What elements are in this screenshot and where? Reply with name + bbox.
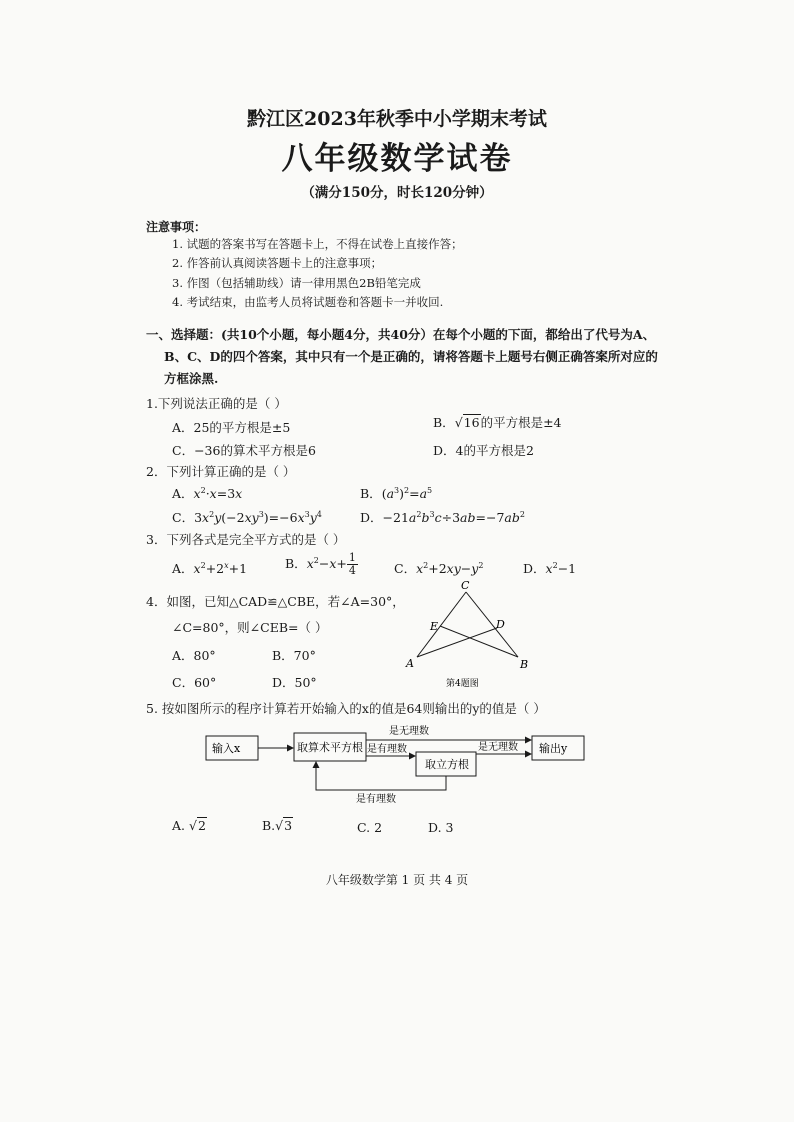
q1-option-b: B．√16的平方根是±4 [433,415,562,430]
q5-option-a: A. √2 [172,818,206,833]
flow-edge-irrational-right: 是无理数 [478,742,518,753]
q5-option-d: D. 3 [428,820,454,835]
q2-stem: 2．下列计算正确的是（ ） [146,464,296,479]
fraction-one-quarter: $\frac{1}{4}$ [348,551,356,577]
side-cb [466,592,518,657]
section1-line1: 一、选择题：(共10个小题，每小题4分，共40分）在每个小题的下面，都给出了代号为A、 [146,327,656,342]
q1-option-a: A．25的平方根是±5 [172,420,291,435]
note-item-4: 4. 考试结束，由监考人员将试题卷和答题卡一并收回. [172,295,444,309]
q4-option-a: A．80° [172,648,216,663]
page-footer: 八年级数学第 1 页 共 4 页 [325,873,469,887]
q4-stem-line2: ∠C=80°，则∠CEB=（ ） [172,620,328,635]
segment-be [440,626,518,657]
q3-stem: 3．下列各式是完全平方式的是（ ） [146,532,346,547]
q3-option-b: B．$x^2-x+$ $\frac{1}{4}$ [285,551,356,577]
q4-option-b: B．70° [272,648,316,663]
q3-option-a: A．$x^2+2^x+1$ [172,560,248,576]
q4-triangle-figure [400,580,540,690]
sqrt-symbol: √2 [189,818,206,833]
q5-stem: 5. 按如图所示的程序计算若开始输入的x的值是64则输出的y的值是（ ） [146,701,546,716]
flow-edge-rational-bottom: 是有理数 [356,794,396,805]
section1-line2: B、C、D的四个答案，其中只有一个是正确的，请将答题卡上题号右侧正确答案所对应的 [164,349,658,364]
q1-option-c: C．−36的算术平方根是6 [172,443,316,458]
q1-option-d: D．4的平方根是2 [433,443,534,458]
side-ca [417,592,466,657]
note-item-1: 1. 试题的答案书写在答题卡上，不得在试卷上直接作答； [172,237,463,251]
flow-sqrt-label: 取算术平方根 [297,741,363,754]
label-e: E [430,620,439,633]
q3-option-c: C．$x^2+2xy-y^2$ [394,560,484,576]
label-d: D [496,618,505,631]
q5-option-b: B.√3 [262,818,293,833]
q2-option-c: C．$3x^2y(-2xy^3)=-6x^3y^4$ [172,509,322,525]
q3-option-d: D．$x^2-1$ [523,560,577,576]
notes-heading: 注意事项： [146,220,207,234]
exam-title-line1: 黔江区2023年秋季中小学期末考试 [247,108,547,130]
flow-cbrt-label: 取立方根 [425,758,469,771]
exam-title-main: 八年级数学试卷 [281,141,513,177]
flow-edge-irrational-top: 是无理数 [389,726,429,737]
q1-stem: 1.下列说法正确的是（ ） [146,396,287,411]
sqrt-symbol: √3 [275,818,293,833]
q5-option-c: C. 2 [357,820,383,835]
q4-option-d: D．50° [272,675,317,690]
q4-stem-line1: 4．如图，已知△CAD≌△CBE，若∠A=30°， [146,594,405,609]
exam-meta: （满分150分，时长120分钟） [301,185,493,201]
flow-output-label: 输出y [539,742,568,755]
q2-option-b: B．$(a^3)^2=a^5$ [360,485,433,501]
flow-edge-rational-mid: 是有理数 [367,744,407,755]
q5-flowchart [196,718,596,810]
note-item-3: 3. 作图（包括辅助线）请一律用黑色2B铅笔完成 [172,276,421,290]
section1-line3: 方框涂黑. [164,371,219,386]
label-b: B [520,658,529,671]
q4-option-c: C．60° [172,675,217,690]
q2-option-a: A．$x^2\cdot x=3x$ [172,485,243,501]
figure-caption: 第4题图 [446,679,479,689]
note-item-2: 2. 作答前认真阅读答题卡上的注意事项； [172,256,383,270]
label-a: A [406,657,414,670]
q2-option-d: D．$-21a^2b^3c\div 3ab=-7ab^2$ [360,509,525,525]
label-c: C [461,580,470,592]
flow-input-label: 输入x [212,742,241,755]
sqrt-symbol: √16 [454,415,480,430]
